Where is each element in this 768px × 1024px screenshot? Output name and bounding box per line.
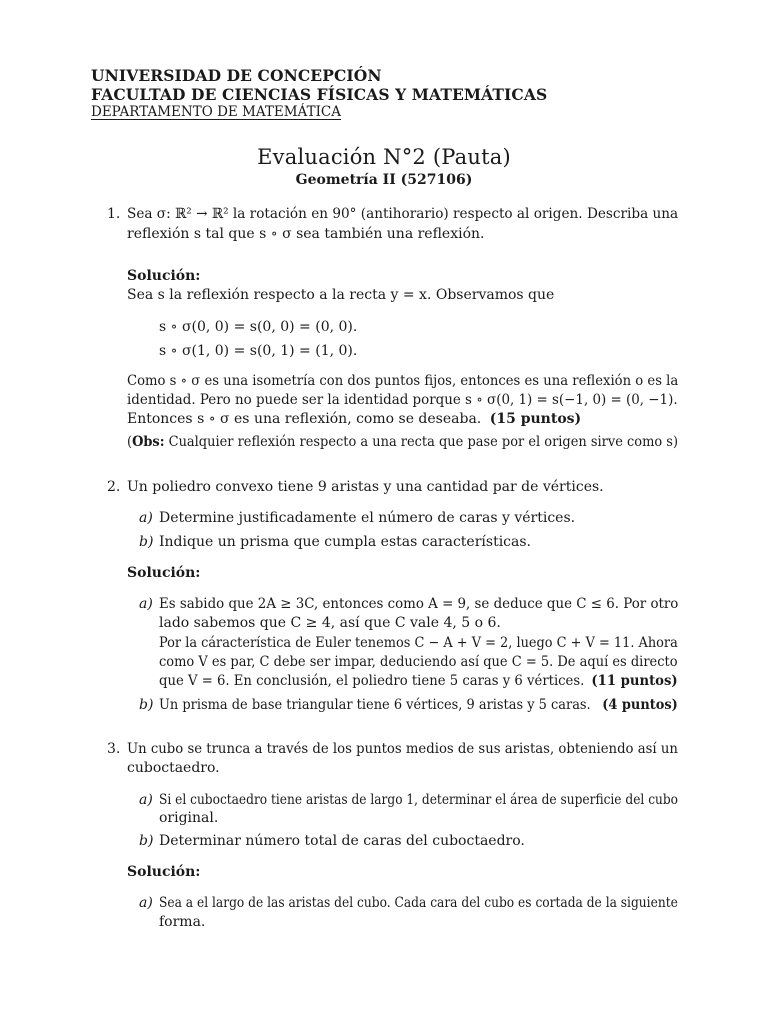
problem-1-observation-label: Obs: xyxy=(132,434,165,450)
course-title: Geometría II (527106) xyxy=(295,172,473,188)
problem-2-item-a-label: a) xyxy=(139,510,153,526)
problem-1-points: (15 puntos) xyxy=(489,411,582,427)
problem-2-solution-a-line-4: como V es par, C debe ser impar, deduciendo así que C = 5. De aquí es directo xyxy=(159,654,678,670)
problem-2-solution-b-line xyxy=(159,695,678,715)
problem-2-solution-b-label: b) xyxy=(139,697,154,713)
problem-1-observation-text: Cualquier reflexión respecto a una recta que pase por el origen sirve como s) xyxy=(164,434,679,450)
problem-3-item-b-label: b) xyxy=(139,833,154,849)
problem-1-observation xyxy=(127,432,678,452)
problem-1-solution-line-3: identidad. Pero no puede ser la identidad porque s ∘ σ(0, 1) = s(−1, 0) = (0, −1). xyxy=(127,392,678,408)
problem-1-observation-open: ( xyxy=(127,434,133,450)
problem-3-line-1: Un cubo se trunca a través de los puntos medios de sus aristas, obteniendo así un xyxy=(127,741,678,757)
problem-2-solution-a-line-1: Es sabido que 2A ≥ 3C, entonces como A = 9, se deduce que C ≤ 6. Por otro xyxy=(159,596,679,612)
problem-2-solution-a-points: (11 puntos) xyxy=(591,673,678,689)
faculty-name: FACULTAD DE CIENCIAS FÍSICAS Y MATEMÁTICAS xyxy=(91,85,548,104)
problem-1-conclusion: Entonces s ∘ σ es una reflexión, como se deseaba. xyxy=(127,411,482,427)
problem-1-solution-line-1: Sea s la reflexión respecto a la recta y = x. Observamos que xyxy=(127,287,555,303)
problem-2-item-a-text: Determine justificadamente el número de caras y vértices. xyxy=(159,510,576,526)
problem-3-item-a-label: a) xyxy=(139,792,153,808)
university-name: UNIVERSIDAD DE CONCEPCIÓN xyxy=(91,66,382,85)
problem-2-solution-b-points: (4 puntos) xyxy=(602,697,678,713)
problem-2-number: 2. xyxy=(107,479,121,495)
problem-3-line-2: cuboctaedro. xyxy=(127,760,220,776)
problem-1-equation-1: s ∘ σ(0, 0) = s(0, 0) = (0, 0). xyxy=(159,319,358,335)
problem-2-solution-label: Solución: xyxy=(127,565,201,581)
problem-2-item-b-label: b) xyxy=(139,534,154,550)
problem-2-solution-a-line-5 xyxy=(159,671,678,691)
problem-2-solution-b-text: Un prisma de base triangular tiene 6 vértices, 9 aristas y 5 caras. xyxy=(159,697,591,713)
problem-2-line-1: Un poliedro convexo tiene 9 aristas y una cantidad par de vértices. xyxy=(127,479,604,495)
problem-2-solution-a-line-2: lado sabemos que C ≥ 4, así que C vale 4, 5 o 6. xyxy=(159,615,501,631)
document-title: Evaluación N°2 (Pauta) xyxy=(257,145,511,169)
problem-1-number: 1. xyxy=(107,206,121,222)
problem-3-number: 3. xyxy=(107,741,121,757)
problem-1-solution-line-4 xyxy=(127,409,581,429)
problem-1-solution-line-2: Como s ∘ σ es una isometría con dos puntos fijos, entonces es una reflexión o es la xyxy=(127,373,679,389)
problem-2-solution-a-line-3: Por la cáracterística de Euler tenemos C − A + V = 2, luego C + V = 11. Ahora xyxy=(159,635,678,651)
problem-3-item-a-line-2: original. xyxy=(159,810,219,826)
problem-1-solution-label: Solución: xyxy=(127,268,201,284)
department-name: DEPARTAMENTO DE MATEMÁTICA xyxy=(91,104,341,120)
problem-2-solution-a-conclusion: que V = 6. En conclusión, el poliedro tiene 5 caras y 6 vértices. xyxy=(159,673,585,689)
problem-1-line-1: Sea σ: ℝ² → ℝ² la rotación en 90° (antihorario) respecto al origen. Describa una xyxy=(127,206,679,222)
problem-2-item-b-text: Indique un prisma que cumpla estas características. xyxy=(159,534,531,550)
problem-3-solution-a-label: a) xyxy=(139,895,153,911)
problem-3-item-a-line-1: Si el cuboctaedro tiene aristas de largo 1, determinar el área de superficie del cubo xyxy=(159,792,679,808)
problem-1-line-2: reflexión s tal que s ∘ σ sea también una reflexión. xyxy=(127,226,485,242)
problem-2-solution-a-label: a) xyxy=(139,596,153,612)
problem-3-solution-a-line-1: Sea a el largo de las aristas del cubo. Cada cara del cubo es cortada de la siguiente xyxy=(159,895,678,911)
problem-1-equation-2: s ∘ σ(1, 0) = s(0, 1) = (1, 0). xyxy=(159,343,358,359)
problem-3-solution-label: Solución: xyxy=(127,864,201,880)
problem-3-solution-a-line-2: forma. xyxy=(159,914,206,930)
problem-3-item-b-text: Determinar número total de caras del cuboctaedro. xyxy=(159,833,525,849)
